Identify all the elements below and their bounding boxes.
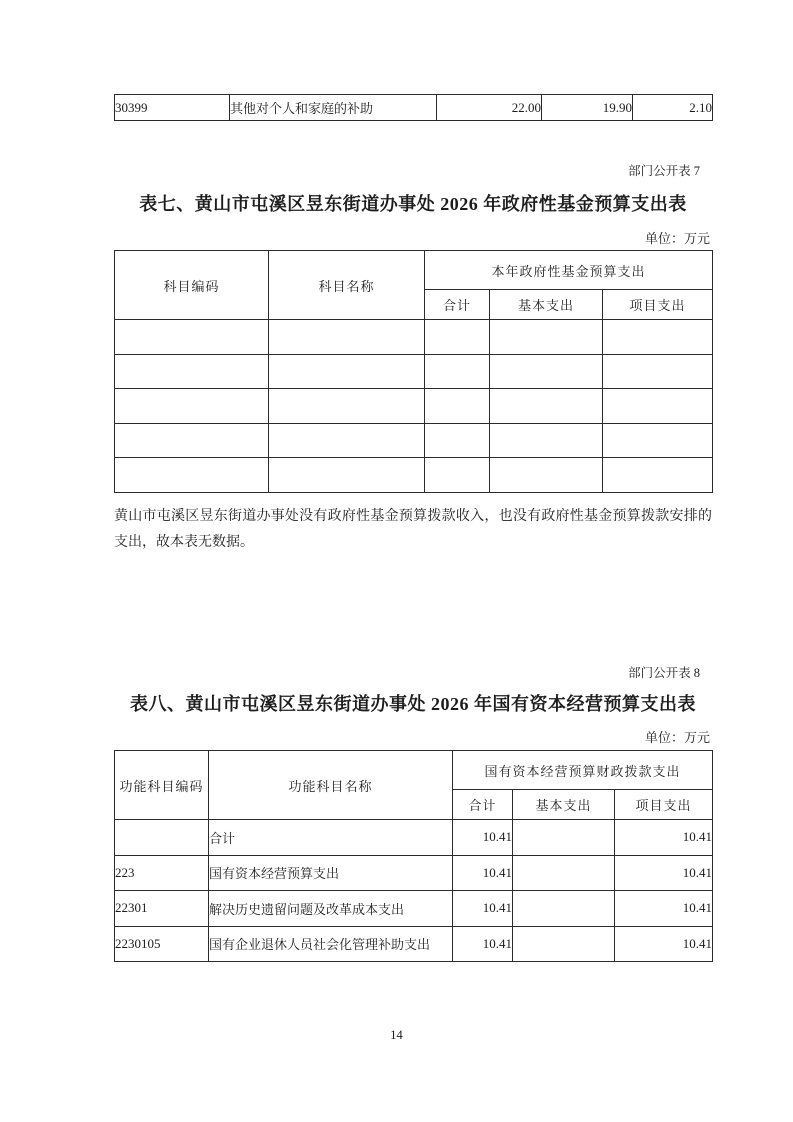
subject-name-cell: 其他对个人和家庭的补助 [230,95,437,121]
col-header-function-code: 功能科目编码 [115,751,209,820]
table7-title: 表七、黄山市屯溪区昱东街道办事处 2026 年政府性基金预算支出表 [139,194,687,214]
empty-row [115,354,713,389]
total-value-cell: 10.41 [453,820,513,856]
col-header-subject-code: 科目编码 [115,251,269,320]
table8-header-row1 [115,751,713,790]
basic-value-cell: 19.90 [542,95,633,121]
project-value-cell: 2.10 [633,95,713,121]
table7-tag: 部门公开表 7 [628,164,700,178]
function-name-cell: 国有资本经营预算支出 [209,855,453,891]
function-code-cell: 22301 [115,891,209,927]
col-header-function-name: 功能科目名称 [209,751,453,820]
project-value-cell: 10.41 [615,891,713,927]
table-row-total [115,820,713,856]
col-header-project: 项目支出 [615,790,713,820]
state-capital-budget-table [114,750,713,962]
col-header-total: 合计 [425,290,490,320]
table8-unit-label: 单位：万元 [644,730,710,745]
empty-row [115,423,713,458]
project-value-cell: 10.41 [615,820,713,856]
basic-value-cell [513,820,615,856]
table8-tag: 部门公开表 8 [628,666,700,680]
total-value-cell: 10.41 [453,891,513,927]
col-header-group: 本年政府性基金预算支出 [425,251,713,290]
empty-row [115,389,713,424]
table-row [115,95,713,121]
table-row [115,855,713,891]
basic-value-cell [513,855,615,891]
function-name-cell: 合计 [209,820,453,856]
budget-table-continuation [114,94,713,121]
table8-title: 表八、黄山市屯溪区昱东街道办事处 2026 年国有资本经营预算支出表 [130,694,696,714]
col-header-group: 国有资本经营预算财政拨款支出 [453,751,713,790]
col-header-subject-name: 科目名称 [269,251,425,320]
empty-row [115,458,713,493]
total-value-cell: 22.00 [437,95,542,121]
table-row [115,891,713,927]
total-value-cell: 10.41 [453,855,513,891]
total-value-cell: 10.41 [453,926,513,962]
col-header-total: 合计 [453,790,513,820]
col-header-basic: 基本支出 [490,290,603,320]
function-name-cell: 解决历史遗留问题及改革成本支出 [209,891,453,927]
table7-unit-label: 单位：万元 [644,231,710,246]
col-header-project: 项目支出 [603,290,713,320]
project-value-cell: 10.41 [615,926,713,962]
table7-header-row1 [115,251,713,290]
subject-code-cell: 30399 [115,95,230,121]
table-row [115,926,713,962]
table7-note: 黄山市屯溪区昱东街道办事处没有政府性基金预算拨款收入，也没有政府性基金预算拨款安排的支出，故本表无数据。 [114,509,712,550]
empty-row [115,320,713,355]
function-code-cell: 223 [115,855,209,891]
project-value-cell: 10.41 [615,855,713,891]
gov-fund-budget-table [114,250,713,493]
function-name-cell: 国有企业退休人员社会化管理补助支出 [209,926,453,962]
function-code-cell: 2230105 [115,926,209,962]
basic-value-cell [513,891,615,927]
function-code-cell [115,820,209,856]
basic-value-cell [513,926,615,962]
col-header-basic: 基本支出 [513,790,615,820]
page-number: 14 [390,1028,403,1042]
